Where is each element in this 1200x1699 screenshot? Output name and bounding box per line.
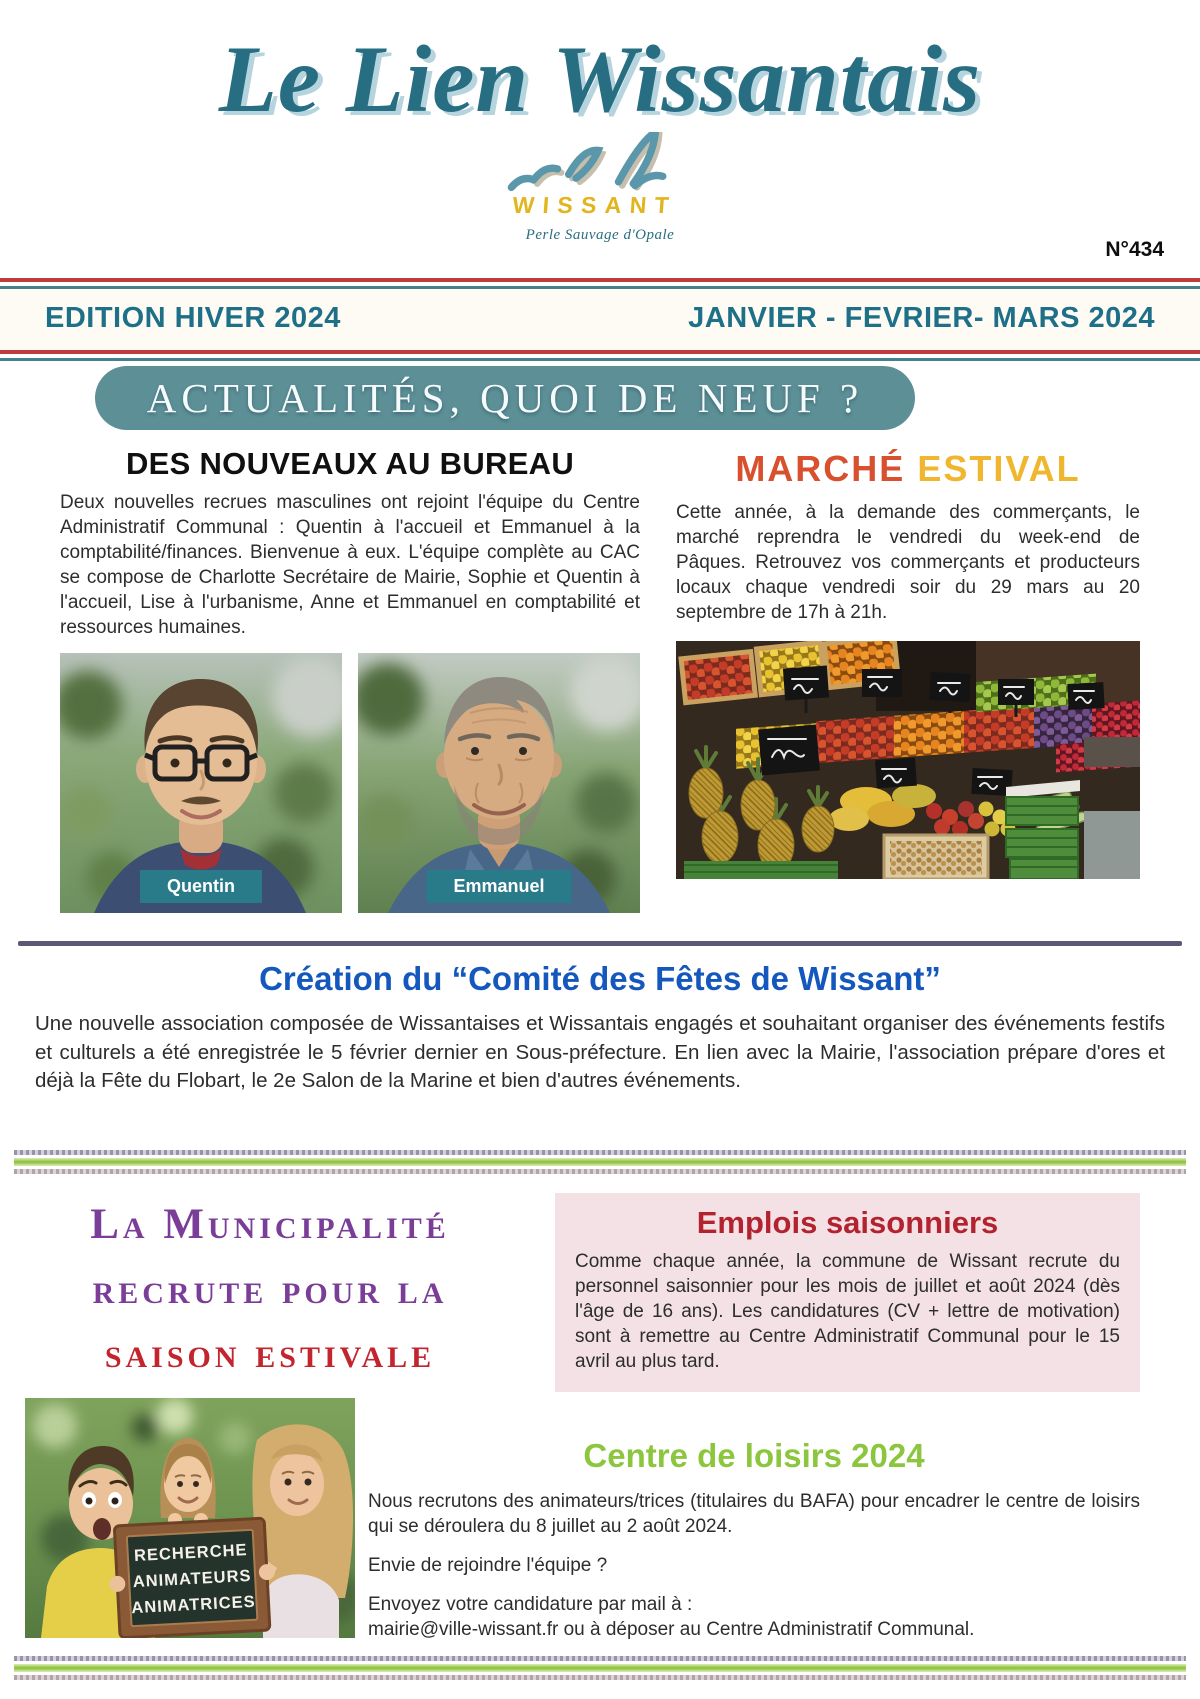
loisirs-p3-line1: Envoyez votre candidature par mail à : [368,1594,693,1616]
loisirs-title: Centre de loisirs 2024 [583,1437,925,1474]
teal-rule [0,358,1200,361]
section-header-pill [95,366,915,430]
chalkboard-line: RECHERCHE [133,1541,248,1565]
municipalite-line2: recrute pour la [92,1265,448,1313]
recruitment-section [0,1185,1200,1655]
red-rule [0,350,1200,354]
comite-body: Une nouvelle association composée de Wissantaises et Wissantais engagés et souhaitant organiser des événements festifs et culturels a été enregistrée le 5 février dernier en Sous-préfecture. En lien avec la Mairie, l'association prépare d'ores et déjà la Fête du Flobart, le 2e Salon de la Marine et bien d'autres événements. [35,1012,1165,1093]
marche-title-word1: MARCHÉ [735,448,906,489]
comite-title: Création du “Comité des Fêtes de Wissant” [259,960,941,997]
bureau-body: Deux nouvelles recrues masculines ont rejoint l'équipe du Centre Administratif Communal : Quentin à l'accueil et Emmanuel à la comptabilité/finances. Bienvenue à eux. L'équipe complète au CAC se compose de Charlotte Secrétaire de Mairie, Sophie et Quentin à l'accueil, Lise à l'urbanisme, Anne et Emmanuel en comptabilité et ressources humaines. [60,492,640,639]
marche-body: Cette année, à la demande des commerçants, le marché reprendra le vendredi du week-end de Pâques. Retrouvez vos commerçants et producteurs locaux chaque vendredi soir du 29 mars au 20 septembre de 17h à 21h. [676,502,1140,624]
period-label: JANVIER - FEVRIER- MARS 2024 [688,302,1155,334]
bureau-title: DES NOUVEAUX AU BUREAU [125,446,575,481]
tagline: Perle Sauvage d'Opale [525,226,675,243]
emplois-title: Emplois saisonniers [696,1205,999,1240]
logo-wordmark: WISSANT [511,192,679,218]
emplois-body: Comme chaque année, la commune de Wissant recrute du personnel saisonnier pour les mois de juillet et août 2024 (dès l'âge de 16 ans). Les candidatures (CV + lettre de motivation) sont à remettre au Centre Administratif Communal pour le 15 avril au plus tard. [575,1251,1120,1373]
kids-chalkboard-illustration [25,1398,355,1638]
article-marche [676,446,1140,913]
photo-caption: Quentin [140,870,262,903]
emplois-box [555,1193,1140,1392]
chalkboard-line: ANIMATRICES [130,1592,257,1618]
loisirs-p3 [368,1592,1140,1642]
chalkboard-line: ANIMATEURS [132,1566,252,1592]
section-header-text: ACTUALITÉS, QUOI DE NEUF ? [146,375,864,421]
article-bureau [60,446,640,913]
article-comite [35,960,1165,1096]
issue-number: N°434 [1105,238,1164,261]
marche-title-word2: ESTIVAL [917,448,1081,489]
loisirs-p1: Nous recrutons des animateurs/trices (titulaires du BAFA) pour encadrer le centre de loisirs qui se déroulera du 8 juillet au 2 août 2024. [368,1491,1140,1538]
municipalite-line3: saison estivale [104,1330,436,1377]
marche-title [676,448,1140,490]
masthead [0,0,1200,244]
staff-photos [60,653,640,913]
town-logo [0,132,1200,233]
masthead-title: Le Lien Wissantais [218,26,982,132]
striped-divider [14,1656,1186,1680]
edition-banner [0,278,1200,361]
photo-quentin [60,653,342,913]
chalkboard [106,1518,278,1638]
wave-icon [511,132,662,187]
photo-emmanuel [358,653,640,913]
main-columns [60,446,1140,913]
section-divider [18,941,1182,946]
wissant-logo [480,132,720,228]
municipalite-line1: La Municipalité [90,1201,450,1248]
striped-divider [14,1150,1186,1174]
market-stall-illustration [676,641,1140,879]
banner-inner [0,289,1200,350]
kids-photo [25,1398,355,1643]
market-photo [676,641,1140,884]
photo-caption: Emmanuel [426,870,571,903]
article-loisirs [368,1437,1140,1642]
loisirs-p3-line2: mairie@ville-wissant.fr ou à déposer au Centre Administratif Communal. [368,1619,975,1641]
municipalite-heading [60,1193,480,1387]
loisirs-p2: Envie de rejoindre l'équipe ? [368,1555,608,1577]
red-rule [0,278,1200,282]
edition-label: EDITION HIVER 2024 [45,302,341,334]
